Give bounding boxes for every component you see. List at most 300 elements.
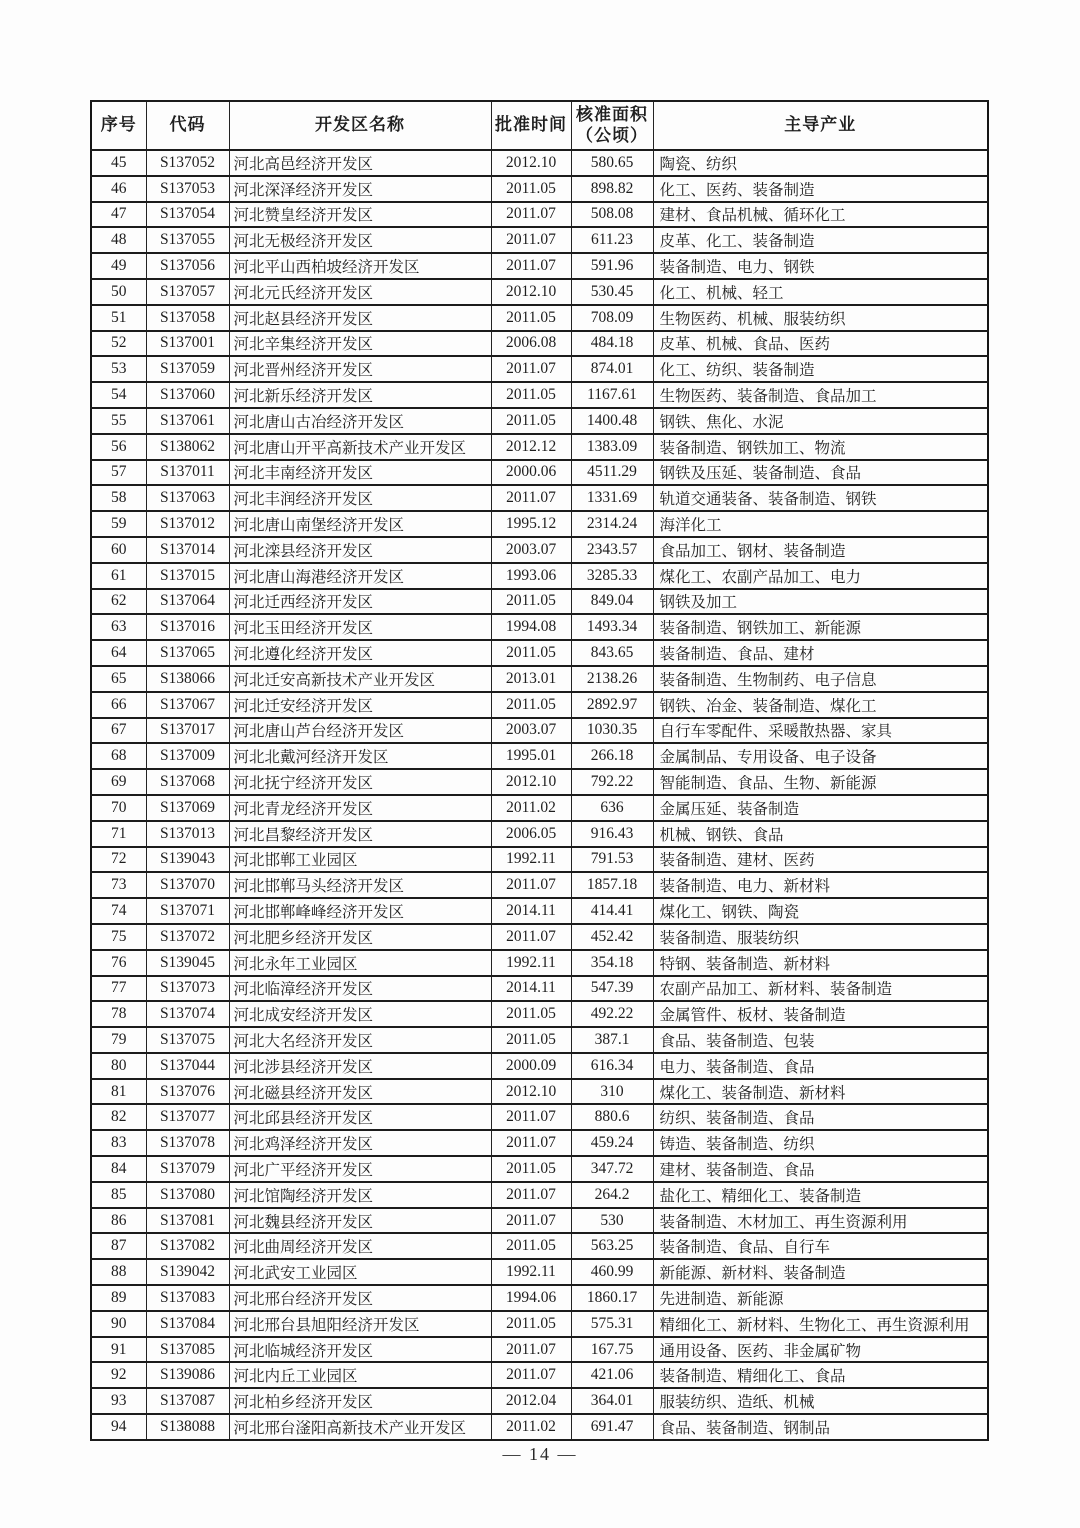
cell-code: S137001 xyxy=(146,331,229,357)
cell-area: 792.22 xyxy=(571,769,653,795)
cell-name: 河北邱县经济开发区 xyxy=(229,1104,491,1130)
cell-date: 2011.05 xyxy=(491,1001,571,1027)
column-header-date xyxy=(491,101,571,150)
cell-date: 2011.07 xyxy=(491,872,571,898)
cell-name: 河北邯郸马头经济开发区 xyxy=(229,872,491,898)
cell-code: S137055 xyxy=(146,227,229,253)
column-header-label: 代码 xyxy=(169,115,206,135)
cell-date: 2006.08 xyxy=(491,331,571,357)
cell-date: 2006.05 xyxy=(491,821,571,847)
table-row xyxy=(91,176,988,202)
table-row xyxy=(91,1079,988,1105)
cell-area: 691.47 xyxy=(571,1414,653,1440)
cell-seq: 83 xyxy=(91,1130,146,1156)
cell-name: 河北无极经济开发区 xyxy=(229,227,491,253)
cell-industries: 装备制造、钢铁加工、物流 xyxy=(653,434,988,460)
cell-date: 2000.09 xyxy=(491,1053,571,1079)
cell-industries: 钢铁及加工 xyxy=(653,589,988,615)
table-row xyxy=(91,305,988,331)
cell-seq: 60 xyxy=(91,537,146,563)
table-row xyxy=(91,1414,988,1440)
cell-name: 河北唐山开平高新技术产业开发区 xyxy=(229,434,491,460)
table-row xyxy=(91,460,988,486)
column-header-label: 序号 xyxy=(100,115,137,135)
cell-date: 2012.10 xyxy=(491,769,571,795)
cell-area: 849.04 xyxy=(571,589,653,615)
cell-seq: 82 xyxy=(91,1104,146,1130)
cell-industries: 煤化工、钢铁、陶瓷 xyxy=(653,898,988,924)
table-header-row xyxy=(91,101,988,150)
cell-name: 河北魏县经济开发区 xyxy=(229,1208,491,1234)
table-row xyxy=(91,950,988,976)
column-header-label: 批准时间 xyxy=(495,115,567,135)
cell-date: 1994.06 xyxy=(491,1285,571,1311)
cell-date: 2011.07 xyxy=(491,485,571,511)
cell-seq: 71 xyxy=(91,821,146,847)
cell-seq: 89 xyxy=(91,1285,146,1311)
cell-seq: 91 xyxy=(91,1337,146,1363)
cell-name: 河北辛集经济开发区 xyxy=(229,331,491,357)
cell-code: S137080 xyxy=(146,1182,229,1208)
cell-name: 河北邢台县旭阳经济开发区 xyxy=(229,1311,491,1337)
cell-industries: 生物医药、机械、服装纺织 xyxy=(653,305,988,331)
cell-area: 310 xyxy=(571,1079,653,1105)
cell-industries: 装备制造、食品、建材 xyxy=(653,640,988,666)
cell-seq: 57 xyxy=(91,460,146,486)
cell-date: 1992.11 xyxy=(491,1259,571,1285)
cell-industries: 煤化工、农副产品加工、电力 xyxy=(653,563,988,589)
cell-area: 2138.26 xyxy=(571,666,653,692)
cell-date: 1992.11 xyxy=(491,950,571,976)
cell-date: 2011.07 xyxy=(491,227,571,253)
cell-area: 387.1 xyxy=(571,1027,653,1053)
cell-area: 1857.18 xyxy=(571,872,653,898)
table-row xyxy=(91,1233,988,1259)
cell-area: 1331.69 xyxy=(571,485,653,511)
cell-date: 2011.07 xyxy=(491,253,571,279)
cell-date: 2014.11 xyxy=(491,898,571,924)
cell-industries: 装备制造、钢铁加工、新能源 xyxy=(653,614,988,640)
cell-industries: 钢铁、焦化、水泥 xyxy=(653,408,988,434)
table-row xyxy=(91,821,988,847)
table-row xyxy=(91,537,988,563)
cell-name: 河北晋州经济开发区 xyxy=(229,356,491,382)
table-row xyxy=(91,743,988,769)
cell-date: 2011.02 xyxy=(491,795,571,821)
table-row xyxy=(91,227,988,253)
cell-industries: 金属压延、装备制造 xyxy=(653,795,988,821)
cell-code: S137061 xyxy=(146,408,229,434)
cell-industries: 装备制造、服装纺织 xyxy=(653,924,988,950)
cell-seq: 87 xyxy=(91,1233,146,1259)
table-row xyxy=(91,1259,988,1285)
cell-date: 2000.06 xyxy=(491,460,571,486)
table-row xyxy=(91,1285,988,1311)
cell-date: 1993.06 xyxy=(491,563,571,589)
cell-industries: 服装纺织、造纸、机械 xyxy=(653,1388,988,1414)
table-row xyxy=(91,202,988,228)
cell-name: 河北广平经济开发区 xyxy=(229,1156,491,1182)
table-row xyxy=(91,666,988,692)
cell-date: 2011.07 xyxy=(491,924,571,950)
table-row xyxy=(91,589,988,615)
cell-code: S137073 xyxy=(146,976,229,1002)
cell-area: 4511.29 xyxy=(571,460,653,486)
cell-date: 2003.07 xyxy=(491,718,571,744)
cell-code: S137054 xyxy=(146,202,229,228)
cell-seq: 50 xyxy=(91,279,146,305)
cell-date: 2011.05 xyxy=(491,1027,571,1053)
cell-area: 791.53 xyxy=(571,847,653,873)
cell-seq: 90 xyxy=(91,1311,146,1337)
cell-industries: 金属制品、专用设备、电子设备 xyxy=(653,743,988,769)
cell-code: S137074 xyxy=(146,1001,229,1027)
cell-code: S137084 xyxy=(146,1311,229,1337)
cell-industries: 食品、装备制造、钢制品 xyxy=(653,1414,988,1440)
cell-date: 2011.05 xyxy=(491,176,571,202)
table-row xyxy=(91,382,988,408)
cell-area: 452.42 xyxy=(571,924,653,950)
cell-industries: 化工、机械、轻工 xyxy=(653,279,988,305)
cell-name: 河北武安工业园区 xyxy=(229,1259,491,1285)
cell-seq: 62 xyxy=(91,589,146,615)
cell-area: 898.82 xyxy=(571,176,653,202)
cell-seq: 86 xyxy=(91,1208,146,1234)
cell-code: S137069 xyxy=(146,795,229,821)
cell-seq: 93 xyxy=(91,1388,146,1414)
cell-name: 河北唐山古冶经济开发区 xyxy=(229,408,491,434)
cell-name: 河北新乐经济开发区 xyxy=(229,382,491,408)
cell-area: 460.99 xyxy=(571,1259,653,1285)
cell-industries: 装备制造、精细化工、食品 xyxy=(653,1362,988,1388)
cell-code: S137078 xyxy=(146,1130,229,1156)
cell-name: 河北邯郸峰峰经济开发区 xyxy=(229,898,491,924)
cell-area: 167.75 xyxy=(571,1337,653,1363)
cell-seq: 77 xyxy=(91,976,146,1002)
cell-area: 843.65 xyxy=(571,640,653,666)
table-row xyxy=(91,1337,988,1363)
table-row xyxy=(91,1208,988,1234)
cell-date: 2011.05 xyxy=(491,692,571,718)
cell-seq: 84 xyxy=(91,1156,146,1182)
table-row xyxy=(91,1388,988,1414)
cell-name: 河北滦县经济开发区 xyxy=(229,537,491,563)
cell-name: 河北大名经济开发区 xyxy=(229,1027,491,1053)
cell-date: 2012.10 xyxy=(491,1079,571,1105)
cell-area: 1030.35 xyxy=(571,718,653,744)
column-header-name xyxy=(229,101,491,150)
cell-date: 1994.08 xyxy=(491,614,571,640)
cell-name: 河北昌黎经济开发区 xyxy=(229,821,491,847)
table-row xyxy=(91,1182,988,1208)
cell-date: 2011.07 xyxy=(491,1337,571,1363)
table-row xyxy=(91,1311,988,1337)
table-row xyxy=(91,795,988,821)
column-header-label: 开发区名称 xyxy=(315,115,405,135)
cell-code: S137057 xyxy=(146,279,229,305)
cell-name: 河北平山西柏坡经济开发区 xyxy=(229,253,491,279)
cell-industries: 建材、装备制造、食品 xyxy=(653,1156,988,1182)
cell-date: 2011.05 xyxy=(491,589,571,615)
cell-name: 河北曲周经济开发区 xyxy=(229,1233,491,1259)
cell-seq: 48 xyxy=(91,227,146,253)
cell-date: 2011.07 xyxy=(491,1104,571,1130)
cell-date: 1992.11 xyxy=(491,847,571,873)
cell-seq: 49 xyxy=(91,253,146,279)
cell-industries: 盐化工、精细化工、装备制造 xyxy=(653,1182,988,1208)
table-row xyxy=(91,511,988,537)
cell-seq: 64 xyxy=(91,640,146,666)
cell-area: 364.01 xyxy=(571,1388,653,1414)
cell-seq: 78 xyxy=(91,1001,146,1027)
cell-name: 河北临漳经济开发区 xyxy=(229,976,491,1002)
cell-industries: 建材、食品机械、循环化工 xyxy=(653,202,988,228)
cell-code: S137063 xyxy=(146,485,229,511)
cell-area: 421.06 xyxy=(571,1362,653,1388)
cell-code: S137014 xyxy=(146,537,229,563)
cell-date: 1995.12 xyxy=(491,511,571,537)
cell-name: 河北馆陶经济开发区 xyxy=(229,1182,491,1208)
cell-date: 2011.07 xyxy=(491,1208,571,1234)
cell-seq: 68 xyxy=(91,743,146,769)
cell-name: 河北鸡泽经济开发区 xyxy=(229,1130,491,1156)
cell-name: 河北成安经济开发区 xyxy=(229,1001,491,1027)
table-row xyxy=(91,1053,988,1079)
cell-seq: 61 xyxy=(91,563,146,589)
cell-name: 河北抚宁经济开发区 xyxy=(229,769,491,795)
table-row xyxy=(91,769,988,795)
cell-seq: 52 xyxy=(91,331,146,357)
cell-industries: 自行车零配件、采暖散热器、家具 xyxy=(653,718,988,744)
cell-industries: 食品、装备制造、包装 xyxy=(653,1027,988,1053)
cell-name: 河北迁安高新技术产业开发区 xyxy=(229,666,491,692)
cell-industries: 装备制造、生物制药、电子信息 xyxy=(653,666,988,692)
cell-name: 河北内丘工业园区 xyxy=(229,1362,491,1388)
table-row xyxy=(91,434,988,460)
cell-name: 河北青龙经济开发区 xyxy=(229,795,491,821)
cell-code: S137085 xyxy=(146,1337,229,1363)
cell-name: 河北唐山芦台经济开发区 xyxy=(229,718,491,744)
cell-area: 880.6 xyxy=(571,1104,653,1130)
cell-code: S137070 xyxy=(146,872,229,898)
cell-code: S137013 xyxy=(146,821,229,847)
cell-code: S137011 xyxy=(146,460,229,486)
cell-area: 2343.57 xyxy=(571,537,653,563)
cell-code: S137060 xyxy=(146,382,229,408)
table-row xyxy=(91,976,988,1002)
cell-code: S137071 xyxy=(146,898,229,924)
cell-code: S137077 xyxy=(146,1104,229,1130)
cell-seq: 59 xyxy=(91,511,146,537)
cell-industries: 装备制造、电力、新材料 xyxy=(653,872,988,898)
cell-code: S137044 xyxy=(146,1053,229,1079)
cell-name: 河北丰润经济开发区 xyxy=(229,485,491,511)
table-row xyxy=(91,1362,988,1388)
cell-area: 530.45 xyxy=(571,279,653,305)
cell-date: 2014.11 xyxy=(491,976,571,1002)
development-zones-table xyxy=(90,100,989,1441)
cell-seq: 56 xyxy=(91,434,146,460)
cell-seq: 51 xyxy=(91,305,146,331)
table-row xyxy=(91,279,988,305)
table-row xyxy=(91,1156,988,1182)
table-row xyxy=(91,1001,988,1027)
cell-name: 河北赵县经济开发区 xyxy=(229,305,491,331)
cell-seq: 58 xyxy=(91,485,146,511)
cell-code: S137016 xyxy=(146,614,229,640)
cell-date: 2012.04 xyxy=(491,1388,571,1414)
cell-code: S139045 xyxy=(146,950,229,976)
cell-seq: 69 xyxy=(91,769,146,795)
cell-area: 563.25 xyxy=(571,1233,653,1259)
cell-code: S137072 xyxy=(146,924,229,950)
cell-code: S137067 xyxy=(146,692,229,718)
cell-code: S138088 xyxy=(146,1414,229,1440)
cell-code: S137009 xyxy=(146,743,229,769)
cell-name: 河北玉田经济开发区 xyxy=(229,614,491,640)
cell-industries: 陶瓷、纺织 xyxy=(653,150,988,176)
cell-seq: 63 xyxy=(91,614,146,640)
cell-name: 河北永年工业园区 xyxy=(229,950,491,976)
cell-date: 2011.05 xyxy=(491,305,571,331)
cell-industries: 特钢、装备制造、新材料 xyxy=(653,950,988,976)
cell-area: 616.34 xyxy=(571,1053,653,1079)
cell-name: 河北唐山海港经济开发区 xyxy=(229,563,491,589)
cell-area: 530 xyxy=(571,1208,653,1234)
cell-seq: 46 xyxy=(91,176,146,202)
cell-name: 河北邯郸工业园区 xyxy=(229,847,491,873)
cell-name: 河北唐山南堡经济开发区 xyxy=(229,511,491,537)
cell-area: 1383.09 xyxy=(571,434,653,460)
cell-seq: 88 xyxy=(91,1259,146,1285)
cell-area: 1860.17 xyxy=(571,1285,653,1311)
cell-industries: 钢铁及压延、装备制造、食品 xyxy=(653,460,988,486)
cell-area: 1167.61 xyxy=(571,382,653,408)
table-header xyxy=(91,101,988,150)
cell-industries: 电力、装备制造、食品 xyxy=(653,1053,988,1079)
cell-date: 2011.07 xyxy=(491,356,571,382)
cell-seq: 75 xyxy=(91,924,146,950)
cell-date: 2012.10 xyxy=(491,279,571,305)
cell-industries: 皮革、化工、装备制造 xyxy=(653,227,988,253)
cell-industries: 海洋化工 xyxy=(653,511,988,537)
cell-date: 2011.05 xyxy=(491,408,571,434)
cell-area: 492.22 xyxy=(571,1001,653,1027)
cell-area: 2892.97 xyxy=(571,692,653,718)
cell-industries: 金属管件、板材、装备制造 xyxy=(653,1001,988,1027)
cell-seq: 76 xyxy=(91,950,146,976)
cell-date: 2011.05 xyxy=(491,1156,571,1182)
cell-area: 347.72 xyxy=(571,1156,653,1182)
table-row xyxy=(91,408,988,434)
cell-name: 河北深泽经济开发区 xyxy=(229,176,491,202)
cell-name: 河北临城经济开发区 xyxy=(229,1337,491,1363)
cell-code: S137075 xyxy=(146,1027,229,1053)
cell-date: 1995.01 xyxy=(491,743,571,769)
cell-seq: 80 xyxy=(91,1053,146,1079)
cell-area: 916.43 xyxy=(571,821,653,847)
table-row xyxy=(91,253,988,279)
column-header-area xyxy=(571,101,653,150)
cell-area: 547.39 xyxy=(571,976,653,1002)
cell-area: 264.2 xyxy=(571,1182,653,1208)
cell-seq: 47 xyxy=(91,202,146,228)
cell-seq: 92 xyxy=(91,1362,146,1388)
cell-seq: 72 xyxy=(91,847,146,873)
cell-area: 874.01 xyxy=(571,356,653,382)
cell-seq: 85 xyxy=(91,1182,146,1208)
cell-area: 1493.34 xyxy=(571,614,653,640)
cell-area: 1400.48 xyxy=(571,408,653,434)
table-row xyxy=(91,718,988,744)
cell-code: S137064 xyxy=(146,589,229,615)
cell-code: S137081 xyxy=(146,1208,229,1234)
cell-area: 611.23 xyxy=(571,227,653,253)
cell-area: 459.24 xyxy=(571,1130,653,1156)
cell-code: S139086 xyxy=(146,1362,229,1388)
cell-name: 河北磁县经济开发区 xyxy=(229,1079,491,1105)
cell-area: 484.18 xyxy=(571,331,653,357)
table-row xyxy=(91,485,988,511)
cell-name: 河北元氏经济开发区 xyxy=(229,279,491,305)
cell-industries: 装备制造、电力、钢铁 xyxy=(653,253,988,279)
cell-industries: 农副产品加工、新材料、装备制造 xyxy=(653,976,988,1002)
column-header-sublabel: （公顷） xyxy=(576,125,648,145)
cell-industries: 装备制造、建材、医药 xyxy=(653,847,988,873)
table-row xyxy=(91,563,988,589)
cell-name: 河北涉县经济开发区 xyxy=(229,1053,491,1079)
cell-name: 河北迁西经济开发区 xyxy=(229,589,491,615)
cell-area: 354.18 xyxy=(571,950,653,976)
column-header-label: 核准面积 xyxy=(576,105,648,125)
cell-code: S138062 xyxy=(146,434,229,460)
cell-name: 河北赞皇经济开发区 xyxy=(229,202,491,228)
cell-area: 508.08 xyxy=(571,202,653,228)
cell-code: S137083 xyxy=(146,1285,229,1311)
cell-date: 2011.05 xyxy=(491,1233,571,1259)
column-header-code xyxy=(146,101,229,150)
column-header-industries xyxy=(653,101,988,150)
cell-industries: 化工、医药、装备制造 xyxy=(653,176,988,202)
cell-date: 2011.02 xyxy=(491,1414,571,1440)
cell-seq: 53 xyxy=(91,356,146,382)
cell-code: S139042 xyxy=(146,1259,229,1285)
table-row xyxy=(91,331,988,357)
cell-industries: 机械、钢铁、食品 xyxy=(653,821,988,847)
cell-seq: 55 xyxy=(91,408,146,434)
cell-seq: 79 xyxy=(91,1027,146,1053)
cell-date: 2012.10 xyxy=(491,150,571,176)
column-header-label: 主导产业 xyxy=(784,115,857,135)
cell-code: S137017 xyxy=(146,718,229,744)
cell-code: S137079 xyxy=(146,1156,229,1182)
cell-area: 591.96 xyxy=(571,253,653,279)
cell-date: 2011.05 xyxy=(491,640,571,666)
cell-seq: 70 xyxy=(91,795,146,821)
cell-code: S139043 xyxy=(146,847,229,873)
cell-code: S137087 xyxy=(146,1388,229,1414)
cell-code: S137053 xyxy=(146,176,229,202)
column-header-seq xyxy=(91,101,146,150)
cell-area: 3285.33 xyxy=(571,563,653,589)
cell-code: S137076 xyxy=(146,1079,229,1105)
cell-date: 2003.07 xyxy=(491,537,571,563)
cell-industries: 煤化工、装备制造、新材料 xyxy=(653,1079,988,1105)
page-number: — 14 — xyxy=(502,1444,578,1464)
cell-industries: 智能制造、食品、生物、新能源 xyxy=(653,769,988,795)
table-row xyxy=(91,924,988,950)
cell-seq: 45 xyxy=(91,150,146,176)
